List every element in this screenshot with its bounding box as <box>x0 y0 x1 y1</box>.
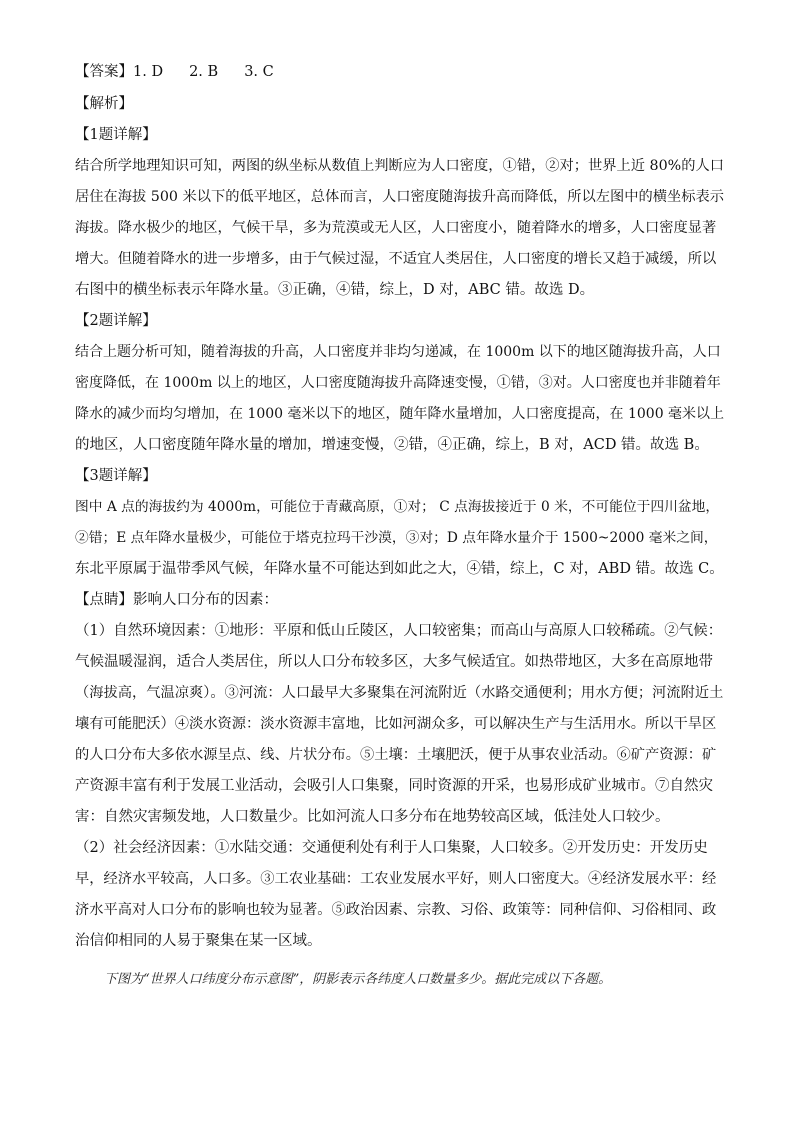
tip-line: 害：自然灾害频发地，人口数量少。比如河流人口多分布在地势较高区域，低洼处人口较少。 <box>75 809 670 825</box>
q1-heading: 【1题详解】 <box>75 127 157 143</box>
q2-line: 的地区，人口密度随年降水量的增加，增速变慢，②错，④正确，综上，B 对，ACD 错。故选 B。 <box>75 437 709 453</box>
analysis-heading: 【解析】 <box>75 96 133 112</box>
q3-line: 图中 A 点的海拔约为 4000m，可能位于青藏高原，①对； C 点海拔接近于 0 米，不可能位于四川盆地， <box>75 499 720 515</box>
q1-line: 结合所学地理知识可知，两图的纵坐标从数值上判断应为人口密度，①错，②对；世界上近 80%的人口 <box>75 158 724 174</box>
tip-line: 产资源丰富有利于发展工业活动，会吸引人口集聚，同时资源的开采，也易形成矿业城市。⑦自然灾 <box>75 778 713 794</box>
tip-line: 治信仰相同的人易于聚集在某一区域。 <box>75 933 322 949</box>
q2-line: 密度降低，在 1000m 以上的地区，人口密度随海拔升高降速变慢，①错，③对。人口密度也并非随着年 <box>75 375 721 391</box>
q3-line: ②错；E 点年降水量极少，可能位于塔克拉玛干沙漠，③对；D 点年降水量介于 1500~2000 毫米之间， <box>75 530 718 546</box>
tip-line: 济水平高对人口分布的影响也较为显著。⑤政治因素、宗教、习俗、政策等：同种信仰、习俗相同、政 <box>75 902 717 918</box>
answer-1: 1. D <box>133 64 164 80</box>
q3-heading: 【3题详解】 <box>75 468 157 484</box>
q2-line: 结合上题分析可知，随着海拔的升高，人口密度并非均匀递减，在 1000m 以下的地区随海拔升高，人口 <box>75 344 721 360</box>
tip-line: 早，经济水平较高，人口多。③工农业基础：工农业发展水平好，则人口密度大。④经济发展水平：经 <box>75 871 717 887</box>
q3-line: 东北平原属于温带季风气候，年降水量不可能达到如此之大，④错，综上，C 对，ABD 错。故选 C。 <box>75 561 724 577</box>
q1-line: 右图中的横坐标表示年降水量。③正确，④错，综上，D 对，ABC 错。故选 D。 <box>75 282 595 298</box>
answer-row <box>75 62 725 82</box>
tip-heading: 【点睛】影响人口分布的因素： <box>75 592 278 608</box>
tip-line: （海拔高，气温凉爽）。③河流：人口最早大多聚集在河流附近（水路交通便利；用水方便；河流附近土 <box>75 685 724 701</box>
q1-line: 增大。但随着降水的进一步增多，由于气候过湿，不适宜人类居住，人口密度的增长又趋于减缓，所以 <box>75 251 717 267</box>
tip-line: （2）社会经济因素：①水陆交通：交通便利处有利于人口集聚，人口较多。②开发历史：开发历史 <box>75 840 708 856</box>
answer-label: 【答案】 <box>75 64 133 80</box>
q2-heading: 【2题详解】 <box>75 313 157 329</box>
tip-line: 的人口分布大多依水源呈点、线、片状分布。⑤土壤：土壤肥沃，便于从事农业活动。⑥矿产资源：矿 <box>75 747 717 763</box>
tip-line: 壤有可能肥沃）④淡水资源：淡水资源丰富地，比如河湖众多，可以解决生产与生活用水。所以干旱区 <box>75 716 717 732</box>
q1-line: 居住在海拔 500 米以下的低平地区，总体而言，人口密度随海拔升高而降低，所以左图中的横坐标表示 <box>75 189 725 205</box>
tip-line: （1）自然环境因素：①地形：平原和低山丘陵区，人口较密集；而高山与高原人口较稀疏。②气候： <box>75 623 723 639</box>
tip-line: 气候温暖湿润，适合人类居住，所以人口分布较多区，大多气候适宜。如热带地区，大多在高原地带 <box>75 654 713 670</box>
next-question-caption: 下图为“世界人口纬度分布示意图”，阴影表示各纬度人口数量多少。据此完成以下各题。 <box>104 972 612 987</box>
answer-2: 2. B <box>189 64 219 80</box>
answer-3: 3. C <box>244 64 274 80</box>
q1-line: 海拔。降水极少的地区，气候干旱，多为荒漠或无人区，人口密度小，随着降水的增多，人口密度显著 <box>75 220 717 236</box>
q2-line: 降水的减少而均匀增加，在 1000 毫米以下的地区，随年降水量增加，人口密度提高，在 1000 毫米以上 <box>75 406 725 422</box>
